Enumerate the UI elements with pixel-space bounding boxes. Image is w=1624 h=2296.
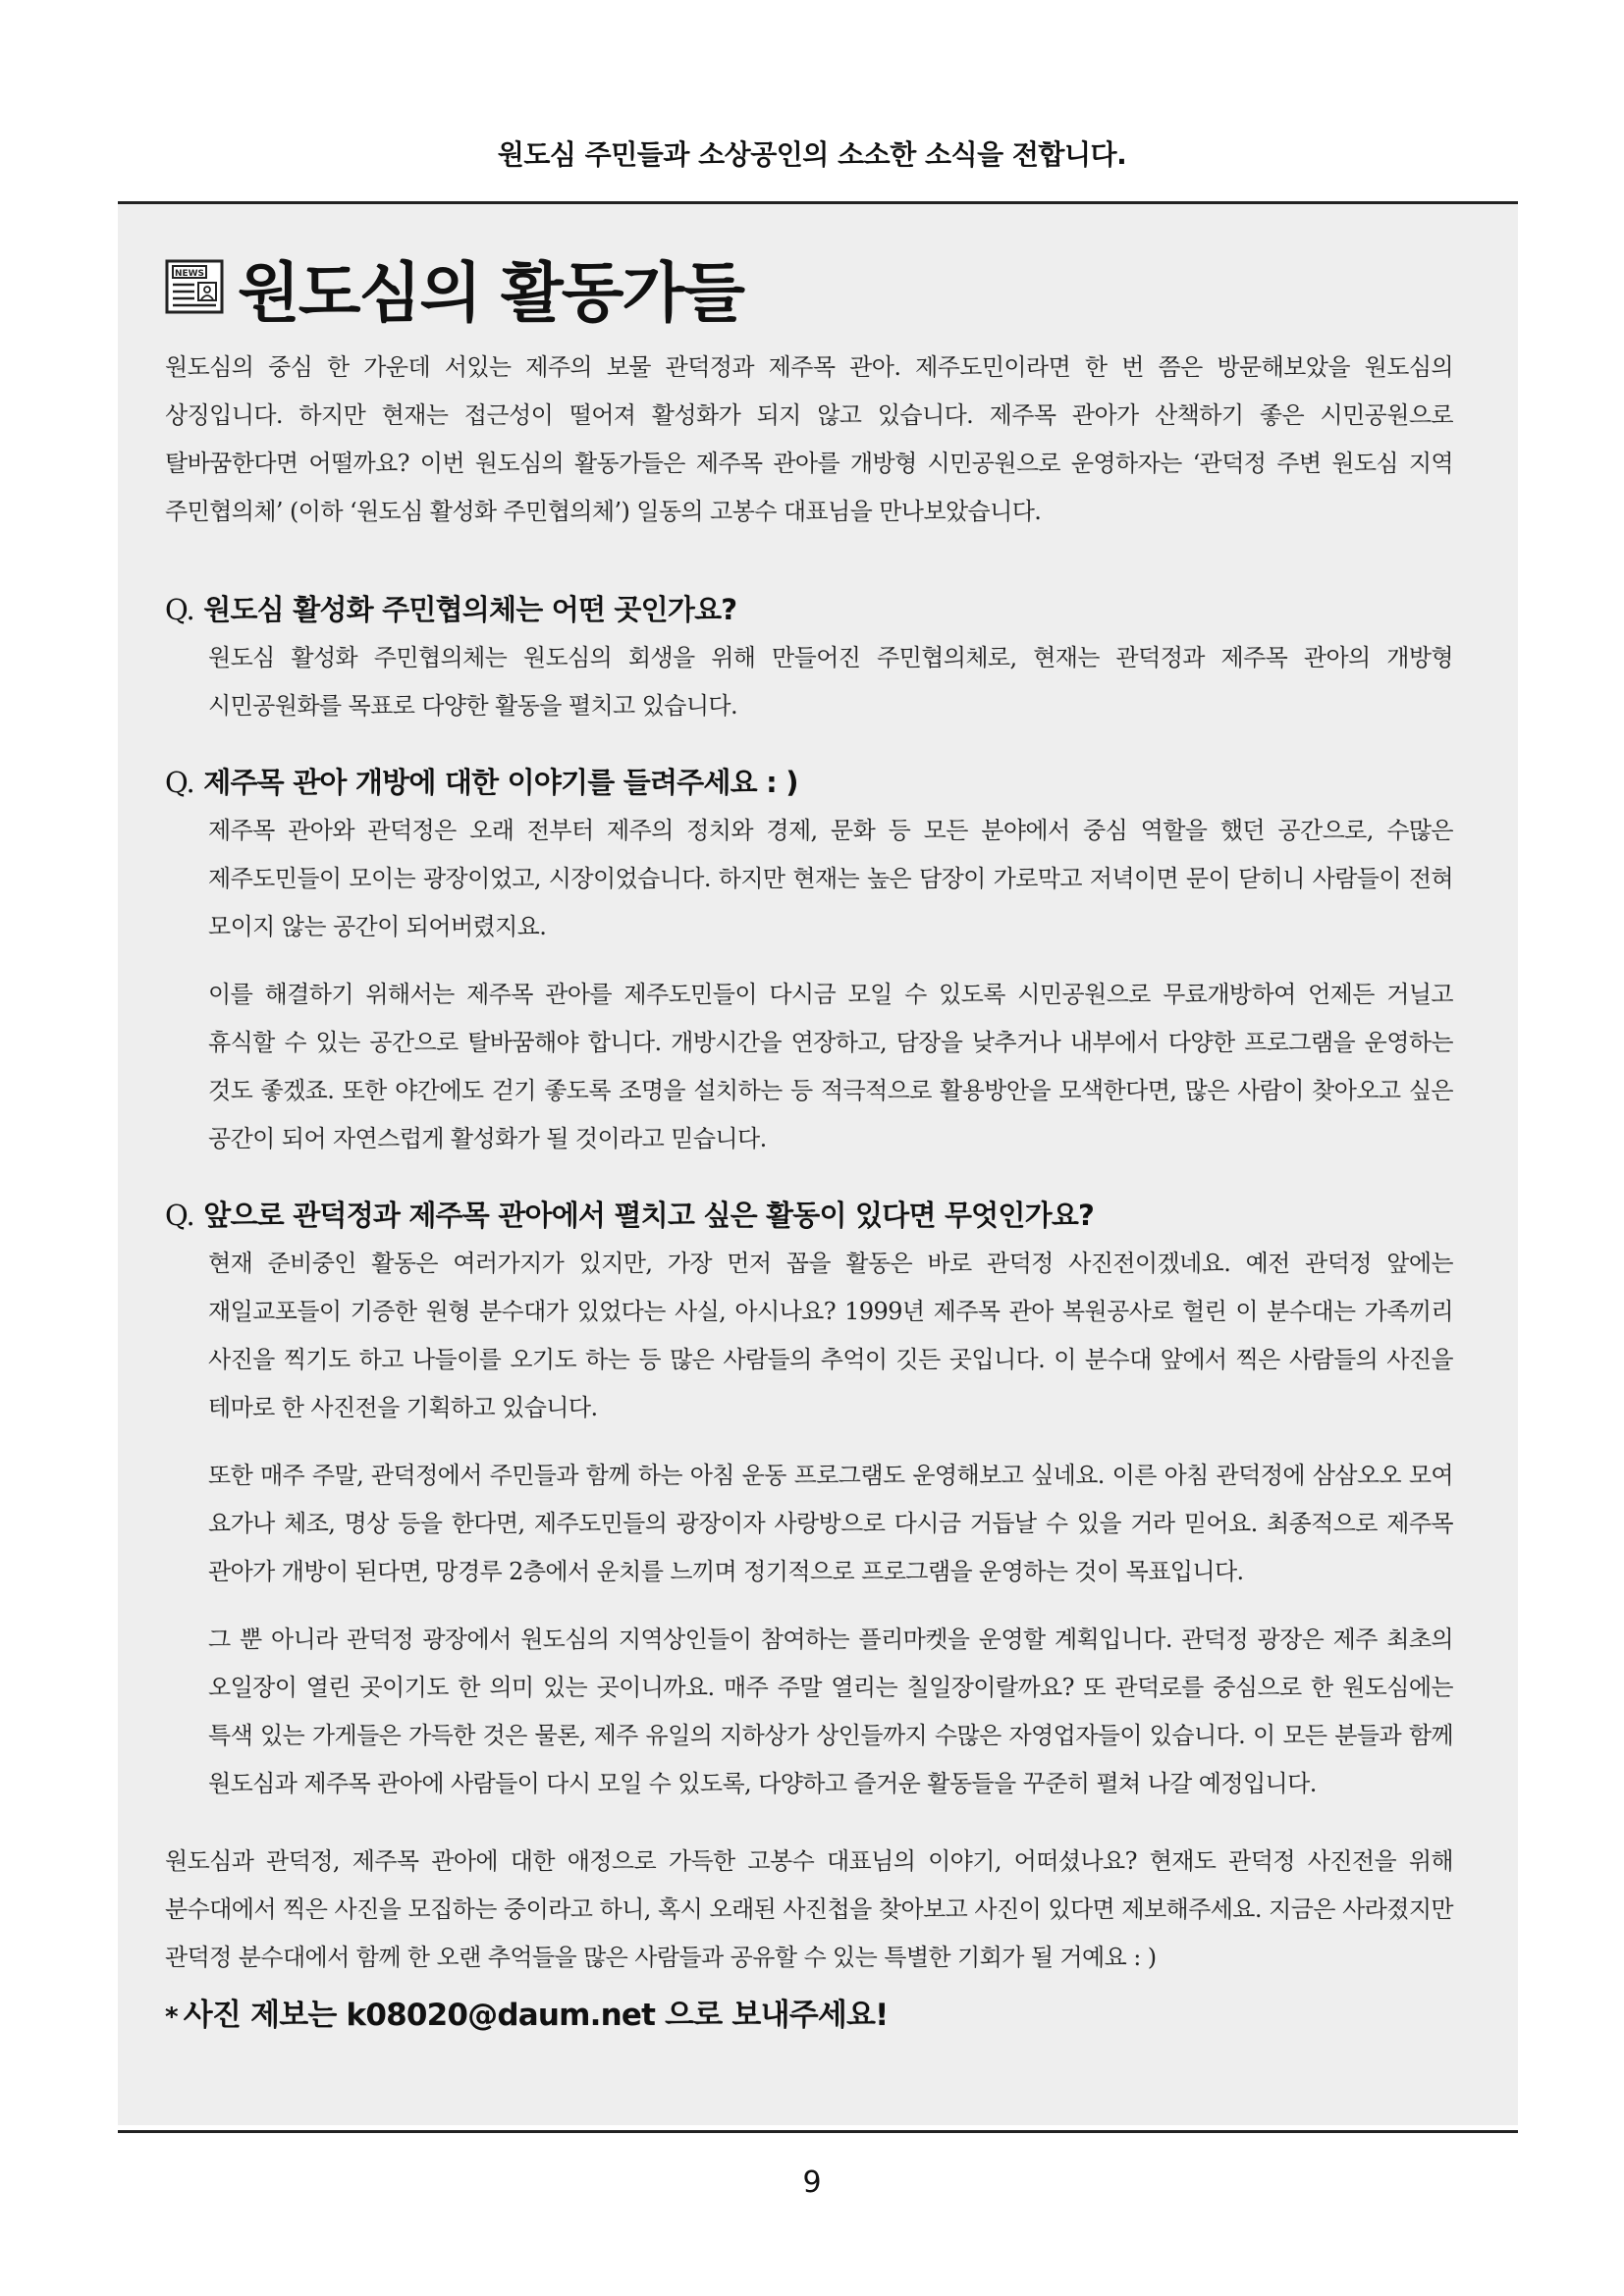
page-header-tagline: 원도심 주민들과 소상공인의 소소한 소식을 전합니다. [497, 138, 1127, 171]
answer-body [165, 1240, 1453, 1808]
asterisk-marker: * [165, 2002, 178, 2032]
question-text: 앞으로 관덕정과 제주목 관아에서 펼치고 싶은 활동이 있다면 무엇인가요? [203, 1199, 1095, 1232]
question-prefix: Q. [165, 593, 194, 626]
page-number: 9 [802, 2165, 822, 2200]
news-icon-label: NEWS [174, 269, 205, 279]
photo-submission-text: 사진 제보는 k08020@daum.net 으로 보내주세요! [183, 1998, 889, 2033]
question-text: 제주목 관아 개방에 대한 이야기를 들려주세요 : ) [203, 766, 798, 799]
article-title-row [165, 247, 744, 331]
answer-body [165, 634, 1453, 730]
answer-paragraph: 또한 매주 주말, 관덕정에서 주민들과 함께 하는 아침 운동 프로그램도 운영해보고 싶네요. 이른 아침 관덕정에 삼삼오오 모여 요가나 체조, 명상 등을 한다면, 제주도민들의 광장이자 사랑방으로 다시금 거듭날 수 있을 거라 믿어요. 최종적으로 제주목 관아가 개방이 된다면, 망경루 2층에서 운치를 느끼며 정기적으로 프로그램을 운영하는 것이 목표입니다. [208, 1462, 1453, 1585]
article-title: 원도심의 활동가들 [238, 254, 744, 331]
article-body [165, 344, 1453, 2041]
answer-body [165, 807, 1453, 1163]
article-closing: 원도심과 관덕정, 제주목 관아에 대한 애정으로 가득한 고봉수 대표님의 이야기, 어떠셨나요? 현재도 관덕정 사진전을 위해 분수대에서 찍은 사진을 모집하는 중이라고 하니, 혹시 오래된 사진첩을 찾아보고 사진이 있다면 제보해주세요. 지금은 사라졌지만 관덕정 분수대에서 함께 한 오랜 추억들을 많은 사람들과 공유할 수 있는 특별한 기회가 될 거예요 : ) [165, 1847, 1453, 1971]
qa-block [165, 1193, 1453, 1808]
answer-paragraph: 원도심 활성화 주민협의체는 원도심의 회생을 위해 만들어진 주민협의체로, 현재는 관덕정과 제주목 관아의 개방형 시민공원화를 목표로 다양한 활동을 펼치고 있습니다. [208, 644, 1453, 720]
question-text: 원도심 활성화 주민협의체는 어떤 곳인가요? [203, 593, 737, 626]
answer-paragraph: 그 뿐 아니라 관덕정 광장에서 원도심의 지역상인들이 참여하는 플리마켓을 운영할 계획입니다. 관덕정 광장은 제주 최초의 오일장이 열린 곳이기도 한 의미 있는 곳이니까요. 매주 주말 열리는 칠일장이랄까요? 또 관덕로를 중심으로 한 원도심에는 특색 있는 가게들은 가득한 것은 물론, 제주 유일의 지하상가 상인들까지 수많은 자영업자들이 있습니다. 이 모든 분들과 함께 원도심과 제주목 관아에 사람들이 다시 모일 수 있도록, 다양하고 즐거운 활동들을 꾸준히 펼쳐 나갈 예정입니다. [208, 1626, 1453, 1797]
qa-block [165, 760, 1453, 1163]
answer-paragraph: 제주목 관아와 관덕정은 오래 전부터 제주의 정치와 경제, 문화 등 모든 분야에서 중심 역할을 했던 공간으로, 수많은 제주도민들이 모이는 광장이었고, 시장이었습니다. 하지만 현재는 높은 담장이 가로막고 저녁이면 문이 닫히니 사람들이 전혀 모이지 않는 공간이 되어버렸지요. [208, 817, 1453, 940]
question-heading [165, 1193, 1453, 1238]
news-icon [165, 259, 224, 314]
question-prefix: Q. [165, 766, 194, 799]
photo-submission-note [165, 1992, 1453, 2041]
bottom-divider [118, 2130, 1518, 2133]
qa-block [165, 587, 1453, 730]
question-heading [165, 760, 1453, 805]
answer-paragraph: 현재 준비중인 활동은 여러가지가 있지만, 가장 먼저 꼽을 활동은 바로 관덕정 사진전이겠네요. 예전 관덕정 앞에는 재일교포들이 기증한 원형 분수대가 있었다는 사실, 아시나요? 1999년 제주목 관아 복원공사로 헐린 이 분수대는 가족끼리 사진을 찍기도 하고 나들이를 오기도 하는 등 많은 사람들의 추억이 깃든 곳입니다. 이 분수대 앞에서 찍은 사람들의 사진을 테마로 한 사진전을 기획하고 있습니다. [208, 1250, 1453, 1421]
question-prefix: Q. [165, 1199, 194, 1232]
question-heading [165, 587, 1453, 632]
article-intro: 원도심의 중심 한 가운데 서있는 제주의 보물 관덕정과 제주목 관아. 제주도민이라면 한 번 쯤은 방문해보았을 원도심의 상징입니다. 하지만 현재는 접근성이 떨어져 활성화가 되지 않고 있습니다. 제주목 관아가 산책하기 좋은 시민공원으로 탈바꿈한다면 어떨까요? 이번 원도심의 활동가들은 제주목 관아를 개방형 시민공원으로 운영하자는 ‘관덕정 주변 원도심 지역 주민협의체’ (이하 ‘원도심 활성화 주민협의체’) 일동의 고봉수 대표님을 만나보았습니다. [165, 353, 1453, 525]
answer-paragraph: 이를 해결하기 위해서는 제주목 관아를 제주도민들이 다시금 모일 수 있도록 시민공원으로 무료개방하여 언제든 거닐고 휴식할 수 있는 공간으로 탈바꿈해야 합니다. 개방시간을 연장하고, 담장을 낮추거나 내부에서 다양한 프로그램을 운영하는 것도 좋겠죠. 또한 야간에도 걷기 좋도록 조명을 설치하는 등 적극적으로 활용방안을 모색한다면, 많은 사람이 찾아오고 싶은 공간이 되어 자연스럽게 활성화가 될 것이라고 믿습니다. [208, 981, 1453, 1152]
